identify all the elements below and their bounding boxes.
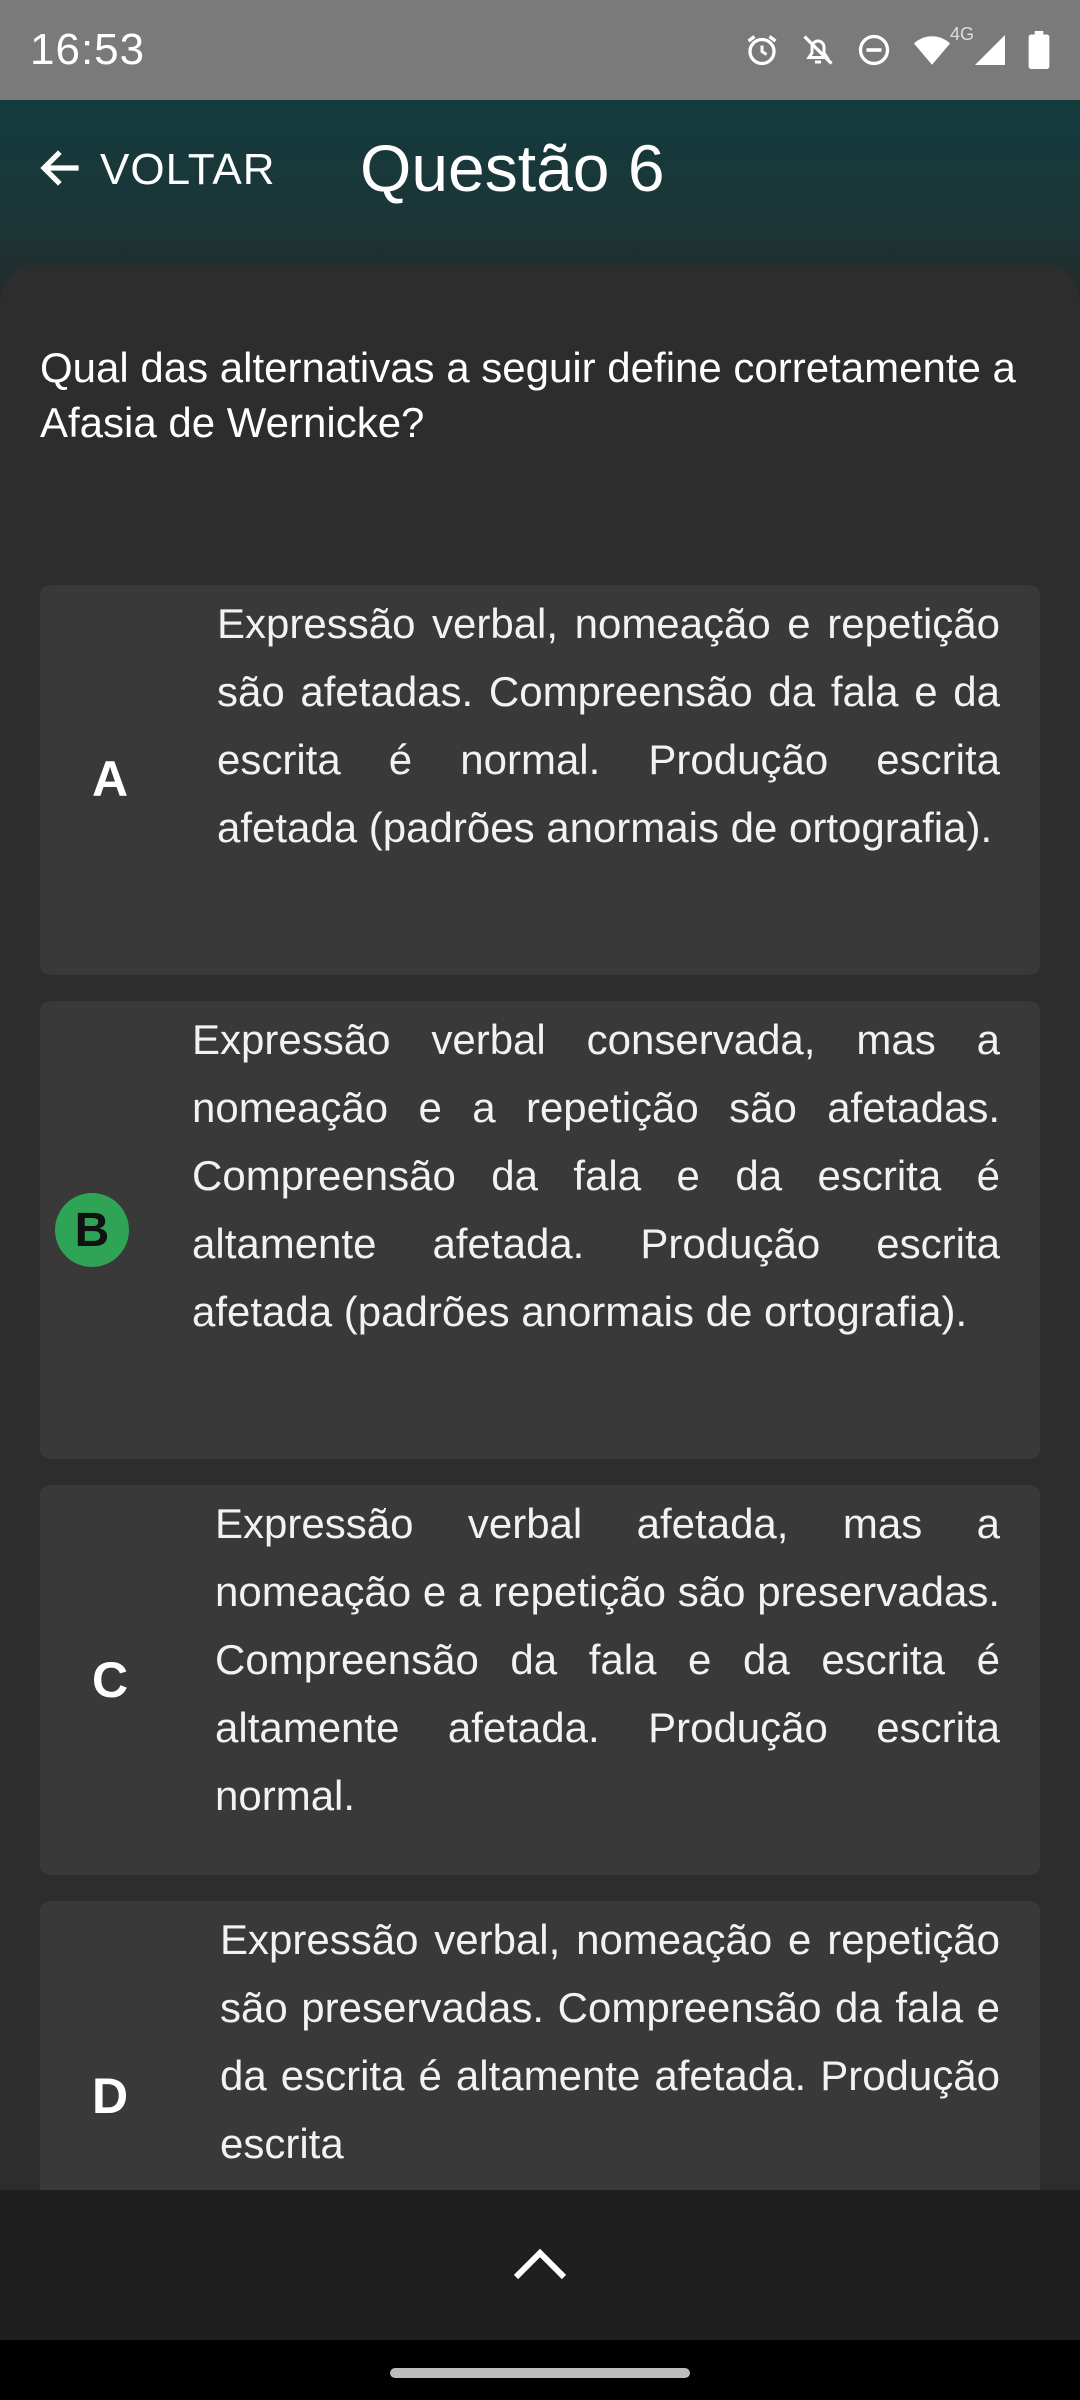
bottom-bar [0,2190,1080,2340]
option-letter: A [91,751,129,807]
page-title: Questão 6 [360,131,665,205]
signal-icon [950,24,1008,68]
back-button[interactable] [36,140,276,200]
status-time: 16:53 [30,25,146,74]
system-navigation-bar [0,2340,1080,2400]
correct-answer-badge: B [55,1193,129,1267]
do-not-disturb-icon [856,32,892,68]
option-text: Expressão verbal, nomeação e repetição são preservadas. Compreensão da fala e da escrita é altamente afetada. Produção escrita [220,1916,1000,2167]
alarm-icon [744,32,780,68]
status-icons [744,24,1050,69]
option-c[interactable] [40,1485,1040,1875]
question-text: Qual das alternativas a seguir define corretamente a Afasia de Wernicke? [40,344,1016,446]
status-bar [0,0,1080,100]
option-letter: D [91,2068,129,2124]
option-a[interactable] [40,585,1040,975]
option-text: Expressão verbal, nomeação e repetição são afetadas. Compreensão da fala e da escrita é normal. Produção escrita afetada (padrões anormais de ortografia). [217,600,1000,851]
option-text: Expressão verbal afetada, mas a nomeação e a repetição são preservadas. Compreensão da fala e da escrita é altamente afetada. Produção escrita normal. [215,1500,1000,1819]
option-b[interactable] [40,1001,1040,1459]
option-text: Expressão verbal conservada, mas a nomeação e a repetição são afetadas. Compreensão da fala e da escrita é altamente afetada. Produção escrita afetada (padrões anormais de ortografia). [192,1016,1000,1335]
notifications-off-icon [800,32,836,68]
option-d[interactable] [40,1901,1040,2190]
back-label: VOLTAR [100,145,276,194]
wifi-icon [912,32,952,68]
question-content [0,265,1080,2190]
network-type-label: 4G [950,24,975,44]
battery-icon [1028,31,1050,69]
arrow-left-icon [36,144,84,197]
chevron-up-icon[interactable] [510,2243,570,2288]
option-letter: C [91,1652,129,1708]
home-indicator[interactable] [390,2368,690,2378]
